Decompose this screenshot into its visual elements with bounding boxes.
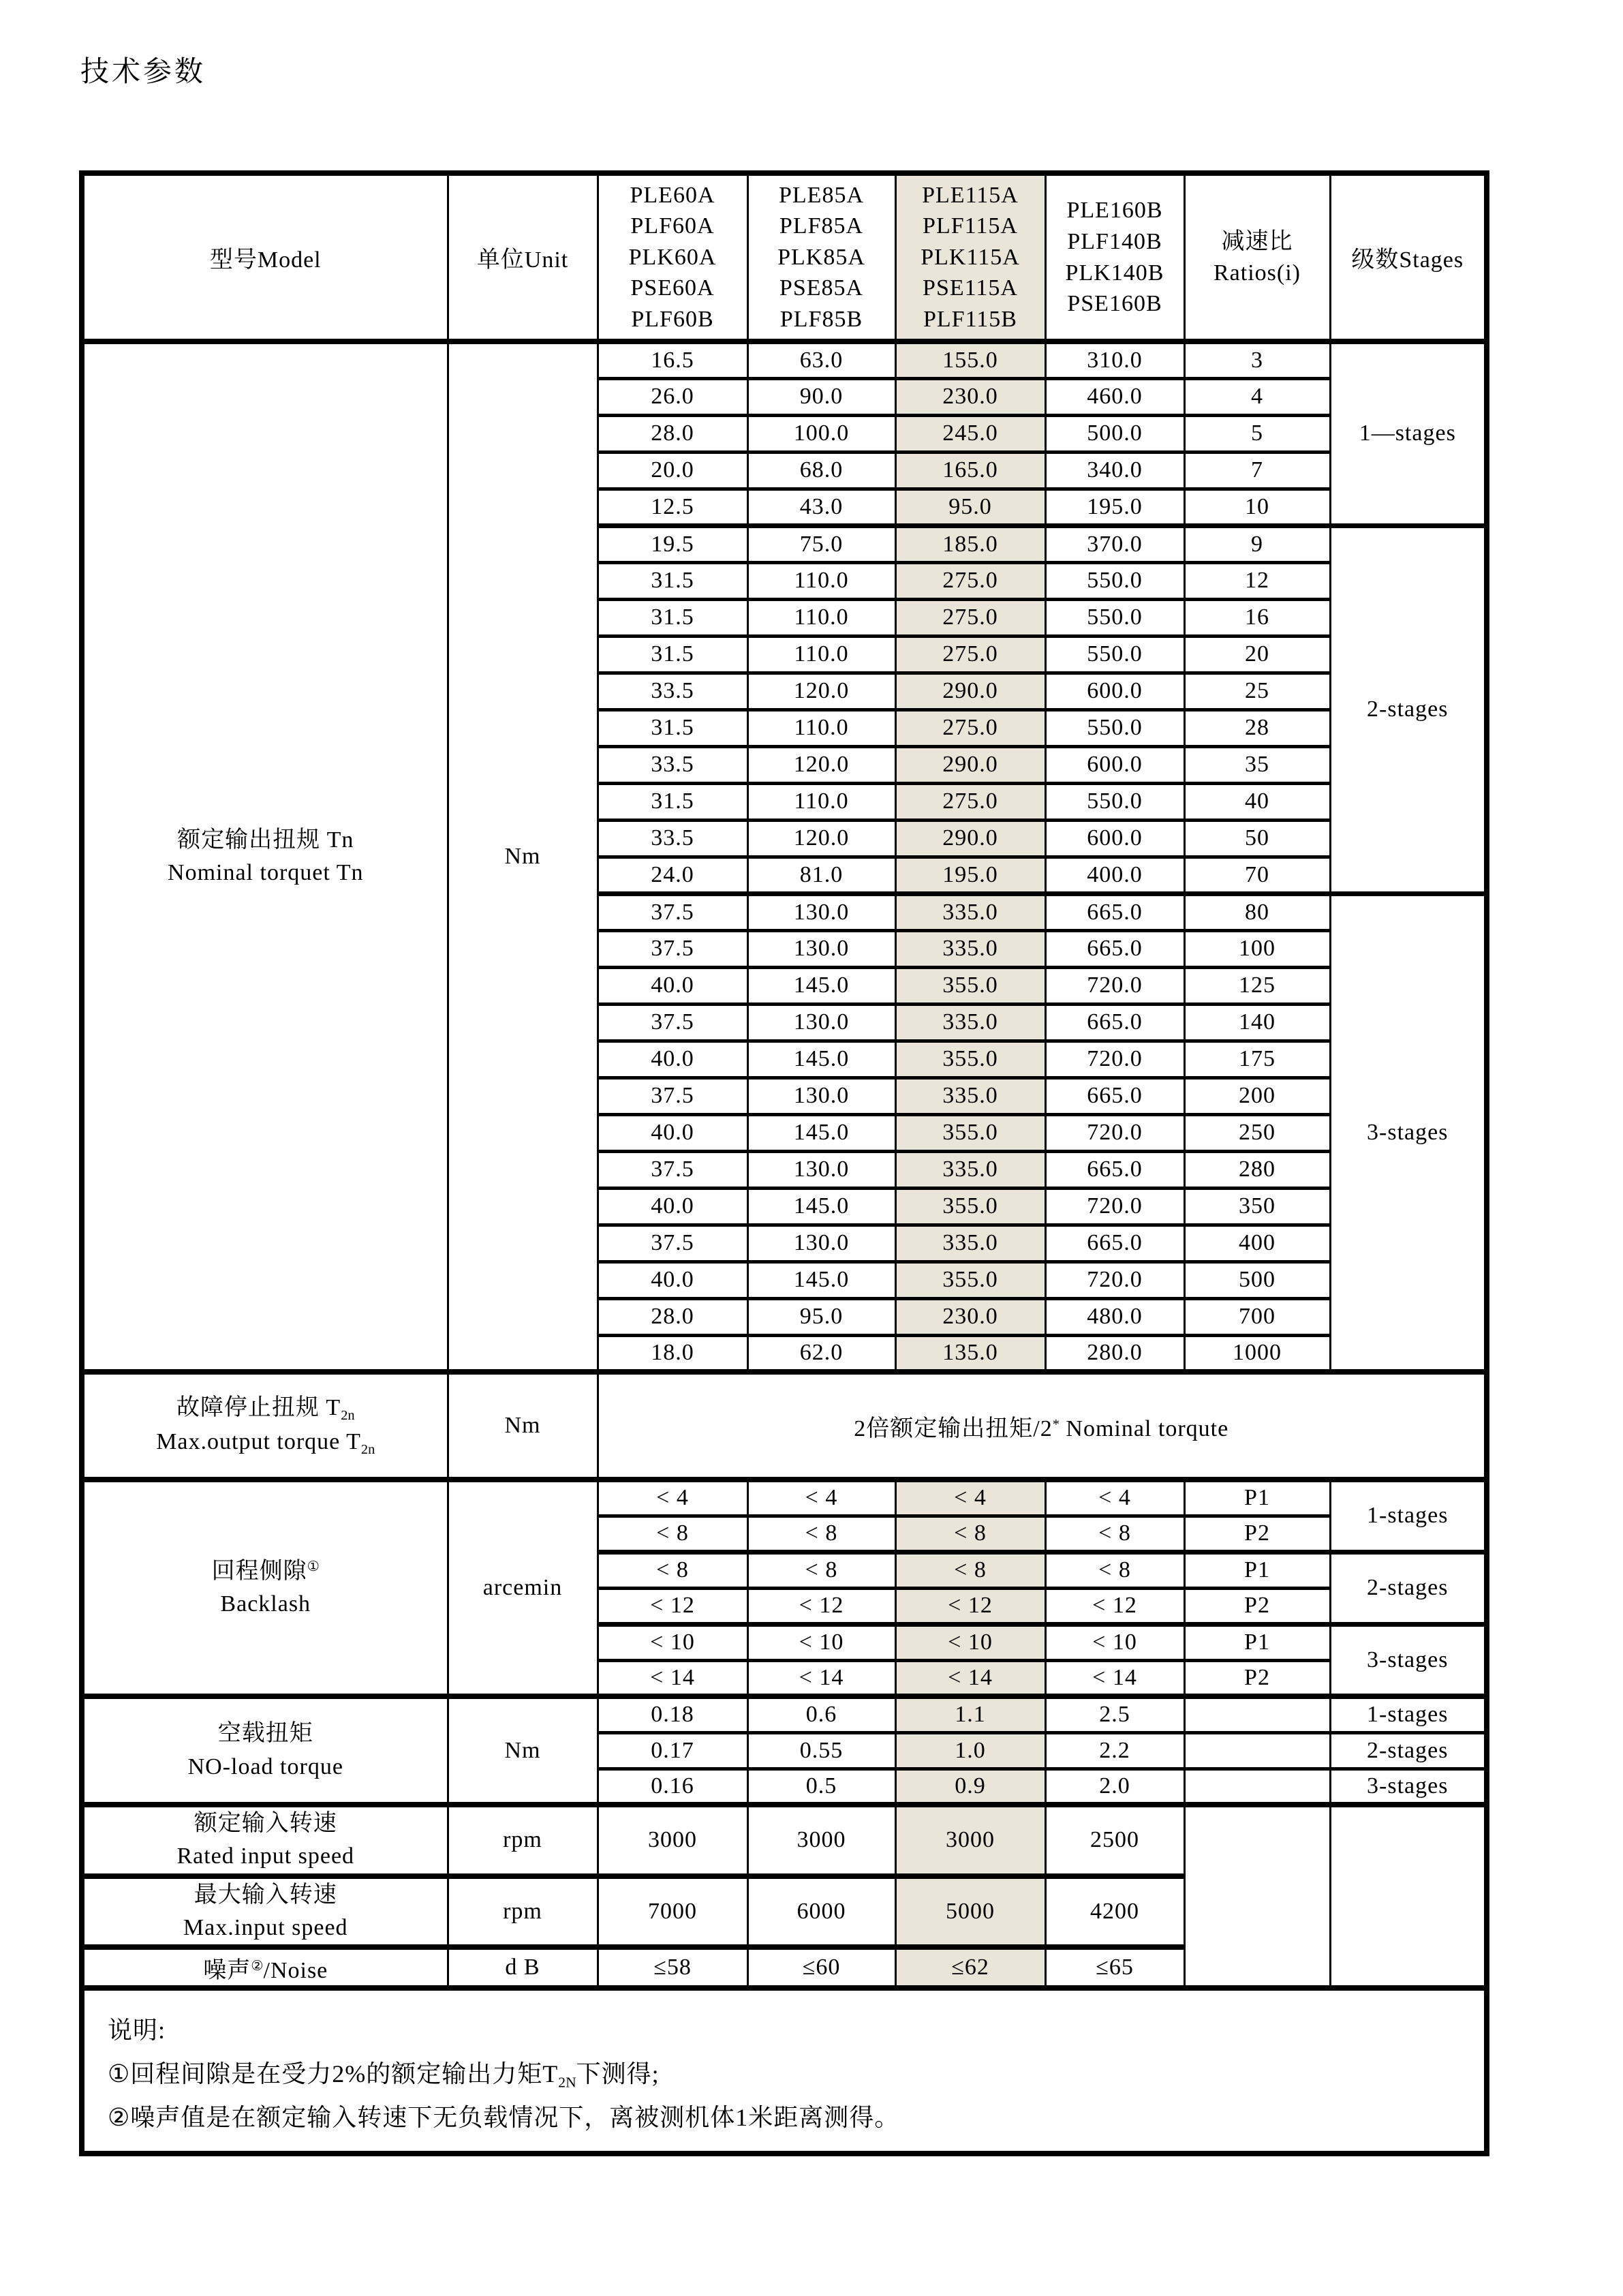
torque-value-cell: 19.5 — [598, 525, 747, 562]
precision-grade-cell: P1 — [1184, 1480, 1330, 1516]
model-name: PLF140B — [1067, 228, 1162, 254]
ratio-cell: 140 — [1184, 1004, 1330, 1041]
backlash-value-cell: < 8 — [598, 1516, 747, 1552]
torque-value-cell: 185.0 — [895, 525, 1045, 562]
ratio-cell: 7 — [1184, 452, 1330, 489]
torque-value-cell: 155.0 — [895, 341, 1045, 378]
ratio-cell: 3 — [1184, 341, 1330, 378]
max-output-torque-row — [82, 1372, 1487, 1480]
label-cn: 空载扭矩 — [217, 1721, 313, 1747]
torque-value-cell: 550.0 — [1045, 709, 1184, 746]
label-en: Backlash — [220, 1591, 311, 1617]
torque-value-cell: 550.0 — [1045, 783, 1184, 820]
torque-value-cell: 37.5 — [598, 1004, 747, 1041]
backlash-row — [82, 1480, 1487, 1516]
label-cn: 额定输出扭规 Tn — [177, 827, 354, 853]
rated-input-speed-row — [82, 1805, 1487, 1876]
model-name: PLK85A — [777, 244, 865, 270]
backlash-value-cell: < 12 — [1045, 1588, 1184, 1624]
torque-value-cell: 37.5 — [598, 1225, 747, 1261]
torque-value-cell: 33.5 — [598, 746, 747, 783]
table-header-row — [82, 173, 1487, 341]
no-load-value-cell: 0.5 — [747, 1769, 895, 1805]
label-cn: 故障停止扭规 $T_{2n}$ — [176, 1394, 355, 1424]
unit-cell: Nm — [448, 341, 598, 1372]
ratio-cell: 400 — [1184, 1225, 1330, 1261]
backlash-value-cell: < 10 — [598, 1624, 747, 1660]
label-cn: 回程侧隙① — [211, 1558, 320, 1584]
torque-value-cell: 145.0 — [747, 1188, 895, 1225]
label-cn: 最大输入转速 — [194, 1882, 337, 1908]
no-load-value-cell: 0.6 — [747, 1696, 895, 1732]
torque-value-cell: 68.0 — [747, 452, 895, 489]
max-output-torque-label — [82, 1372, 448, 1480]
torque-value-cell: 195.0 — [895, 857, 1045, 893]
ratio-cell: 9 — [1184, 525, 1330, 562]
torque-value-cell: 95.0 — [895, 489, 1045, 525]
empty-stage-cell — [1330, 1805, 1487, 1988]
header-series-160-cell — [1045, 173, 1184, 341]
torque-value-cell: 355.0 — [895, 1188, 1045, 1225]
backlash-value-cell: < 10 — [895, 1624, 1045, 1660]
ratio-cell: 280 — [1184, 1151, 1330, 1188]
model-name: PLE115A — [922, 182, 1019, 208]
model-name: PSE60A — [630, 275, 715, 301]
torque-value-cell: 720.0 — [1045, 1041, 1184, 1077]
backlash-value-cell: < 8 — [747, 1552, 895, 1588]
noise-value-cell: ≤65 — [1045, 1947, 1184, 1988]
torque-value-cell: 12.5 — [598, 489, 747, 525]
torque-value-cell: 665.0 — [1045, 1004, 1184, 1041]
torque-value-cell: 31.5 — [598, 599, 747, 636]
ratio-cell: 28 — [1184, 709, 1330, 746]
model-name: PLE60A — [630, 182, 715, 208]
nominal-torque-label — [82, 341, 448, 1372]
ratio-cell: 250 — [1184, 1114, 1330, 1151]
torque-value-cell: 26.0 — [598, 378, 747, 415]
torque-value-cell: 400.0 — [1045, 857, 1184, 893]
torque-value-cell: 43.0 — [747, 489, 895, 525]
no-load-value-cell: 0.17 — [598, 1732, 747, 1769]
max-input-speed-label — [82, 1876, 448, 1948]
ratio-cell: 12 — [1184, 562, 1330, 599]
torque-value-cell: 28.0 — [598, 415, 747, 452]
empty-ratio-cell — [1184, 1805, 1330, 1988]
ratio-cell: 4 — [1184, 378, 1330, 415]
ratio-cell: 50 — [1184, 820, 1330, 857]
backlash-value-cell: < 8 — [895, 1552, 1045, 1588]
no-load-torque-row — [82, 1696, 1487, 1732]
torque-value-cell: 600.0 — [1045, 820, 1184, 857]
ratio-cell: 500 — [1184, 1261, 1330, 1298]
torque-value-cell: 110.0 — [747, 783, 895, 820]
backlash-value-cell: < 10 — [1045, 1624, 1184, 1660]
empty-ratio-cell — [1184, 1696, 1330, 1732]
stage-cell: 2-stages — [1330, 1732, 1487, 1769]
empty-ratio-cell — [1184, 1769, 1330, 1805]
backlash-value-cell: < 12 — [747, 1588, 895, 1624]
torque-value-cell: 37.5 — [598, 930, 747, 967]
torque-value-cell: 62.0 — [747, 1335, 895, 1372]
torque-value-cell: 63.0 — [747, 341, 895, 378]
torque-value-cell: 310.0 — [1045, 341, 1184, 378]
no-load-value-cell: 1.0 — [895, 1732, 1045, 1769]
header-model-cell: 型号Model — [82, 173, 448, 341]
torque-value-cell: 135.0 — [895, 1335, 1045, 1372]
torque-value-cell: 720.0 — [1045, 1188, 1184, 1225]
model-name: PSE115A — [923, 275, 1018, 301]
label-en: Max.output torque $T_{2n}$ — [156, 1429, 375, 1458]
speed-value-cell: 3000 — [747, 1805, 895, 1876]
no-load-value-cell: 0.55 — [747, 1732, 895, 1769]
ratio-cell: 80 — [1184, 893, 1330, 930]
ratio-cell: 5 — [1184, 415, 1330, 452]
torque-value-cell: 335.0 — [895, 1225, 1045, 1261]
backlash-value-cell: < 4 — [747, 1480, 895, 1516]
header-series-60-cell — [598, 173, 747, 341]
unit-cell: Nm — [448, 1372, 598, 1480]
no-load-value-cell: 2.2 — [1045, 1732, 1184, 1769]
model-name: PLE85A — [779, 182, 864, 208]
torque-value-cell: 355.0 — [895, 1041, 1045, 1077]
torque-value-cell: 31.5 — [598, 709, 747, 746]
model-name: PLF85B — [779, 306, 863, 332]
model-name: PSE85A — [779, 275, 864, 301]
torque-value-cell: 40.0 — [598, 1188, 747, 1225]
no-load-value-cell: 0.16 — [598, 1769, 747, 1805]
no-load-value-cell: 0.18 — [598, 1696, 747, 1732]
torque-value-cell: 275.0 — [895, 636, 1045, 673]
torque-value-cell: 165.0 — [895, 452, 1045, 489]
torque-value-cell: 24.0 — [598, 857, 747, 893]
stage-cell: 3-stages — [1330, 1769, 1487, 1805]
torque-value-cell: 37.5 — [598, 1151, 747, 1188]
torque-value-cell: 40.0 — [598, 967, 747, 1004]
precision-grade-cell: P2 — [1184, 1588, 1330, 1624]
torque-value-cell: 130.0 — [747, 1225, 895, 1261]
torque-value-cell: 335.0 — [895, 1004, 1045, 1041]
torque-value-cell: 145.0 — [747, 1041, 895, 1077]
torque-value-cell: 95.0 — [747, 1298, 895, 1335]
torque-value-cell: 335.0 — [895, 1077, 1045, 1114]
ratio-cell: 350 — [1184, 1188, 1330, 1225]
ratio-cell: 175 — [1184, 1041, 1330, 1077]
torque-value-cell: 335.0 — [895, 1151, 1045, 1188]
noise-label: 噪声②/Noise — [82, 1947, 448, 1988]
torque-value-cell: 120.0 — [747, 673, 895, 709]
torque-value-cell: 290.0 — [895, 746, 1045, 783]
torque-value-cell: 130.0 — [747, 930, 895, 967]
no-load-value-cell: 2.0 — [1045, 1769, 1184, 1805]
no-load-value-cell: 1.1 — [895, 1696, 1045, 1732]
backlash-label — [82, 1480, 448, 1696]
spec-table — [79, 170, 1489, 2156]
torque-value-cell: 31.5 — [598, 562, 747, 599]
note-1: ①回程间隙是在受力2%的额定输出力矩$T_{2N}$下测得; — [108, 2060, 660, 2091]
ratio-cell: 200 — [1184, 1077, 1330, 1114]
notes-heading: 说明: — [108, 2017, 166, 2045]
label-en: Rated input speed — [176, 1843, 355, 1869]
torque-value-cell: 195.0 — [1045, 489, 1184, 525]
torque-value-cell: 600.0 — [1045, 746, 1184, 783]
precision-grade-cell: P2 — [1184, 1660, 1330, 1696]
precision-grade-cell: P1 — [1184, 1552, 1330, 1588]
torque-value-cell: 275.0 — [895, 599, 1045, 636]
no-load-torque-label — [82, 1696, 448, 1805]
torque-value-cell: 16.5 — [598, 341, 747, 378]
header-ratio-cell — [1184, 173, 1330, 341]
stage-cell: 2-stages — [1330, 1552, 1487, 1624]
torque-value-cell: 40.0 — [598, 1261, 747, 1298]
torque-value-cell: 145.0 — [747, 967, 895, 1004]
torque-value-cell: 720.0 — [1045, 1261, 1184, 1298]
torque-value-cell: 245.0 — [895, 415, 1045, 452]
torque-value-cell: 130.0 — [747, 1004, 895, 1041]
label-en: NO-load torque — [187, 1754, 343, 1779]
ratio-cell: 40 — [1184, 783, 1330, 820]
torque-value-cell: 75.0 — [747, 525, 895, 562]
notes-row — [82, 1988, 1487, 2154]
torque-value-cell: 275.0 — [895, 783, 1045, 820]
ratio-cell: 25 — [1184, 673, 1330, 709]
no-load-value-cell: 2.5 — [1045, 1696, 1184, 1732]
speed-value-cell: 5000 — [895, 1876, 1045, 1948]
backlash-value-cell: < 14 — [598, 1660, 747, 1696]
torque-value-cell: 130.0 — [747, 1077, 895, 1114]
stage-cell: 1-stages — [1330, 1480, 1487, 1552]
torque-value-cell: 460.0 — [1045, 378, 1184, 415]
model-name: PLF115B — [923, 306, 1017, 332]
header-series-115-cell — [895, 173, 1045, 341]
noise-value-cell: ≤62 — [895, 1947, 1045, 1988]
backlash-value-cell: < 4 — [1045, 1480, 1184, 1516]
ratio-cell: 35 — [1184, 746, 1330, 783]
page-title: 技术参数 — [80, 57, 206, 88]
model-name: PLE160B — [1066, 198, 1163, 224]
torque-value-cell: 81.0 — [747, 857, 895, 893]
torque-value-cell: 335.0 — [895, 930, 1045, 967]
model-name: PLK60A — [628, 244, 717, 270]
noise-value-cell: ≤60 — [747, 1947, 895, 1988]
precision-grade-cell: P1 — [1184, 1624, 1330, 1660]
speed-value-cell: 3000 — [895, 1805, 1045, 1876]
torque-value-cell: 31.5 — [598, 783, 747, 820]
backlash-value-cell: < 8 — [1045, 1552, 1184, 1588]
unit-cell: rpm — [448, 1805, 598, 1876]
ratio-cell: 20 — [1184, 636, 1330, 673]
ratio-cell: 125 — [1184, 967, 1330, 1004]
model-name: PLF115A — [923, 213, 1018, 239]
torque-value-cell: 110.0 — [747, 599, 895, 636]
torque-value-cell: 130.0 — [747, 893, 895, 930]
backlash-value-cell: < 8 — [747, 1516, 895, 1552]
torque-value-cell: 18.0 — [598, 1335, 747, 1372]
unit-cell: arcemin — [448, 1480, 598, 1696]
empty-ratio-cell — [1184, 1732, 1330, 1769]
torque-value-cell: 355.0 — [895, 1261, 1045, 1298]
torque-value-cell: 110.0 — [747, 636, 895, 673]
ratio-cell: 700 — [1184, 1298, 1330, 1335]
torque-value-cell: 33.5 — [598, 673, 747, 709]
torque-value-cell: 290.0 — [895, 673, 1045, 709]
max-output-torque-value: 2倍额定输出扭矩/2* Nominal torqute — [598, 1372, 1487, 1480]
note-2: ②噪声值是在额定输入转速下无负载情况下，离被测机体1米距离测得。 — [108, 2104, 900, 2132]
torque-value-cell: 90.0 — [747, 378, 895, 415]
torque-value-cell: 280.0 — [1045, 1335, 1184, 1372]
model-name: PLF60A — [630, 213, 715, 239]
stage-cell: 3-stages — [1330, 893, 1487, 1372]
model-name: PLK115A — [921, 244, 1020, 270]
nominal-torque-row — [82, 341, 1487, 378]
torque-value-cell: 600.0 — [1045, 673, 1184, 709]
backlash-value-cell: < 12 — [895, 1588, 1045, 1624]
torque-value-cell: 275.0 — [895, 709, 1045, 746]
ratio-cell: 10 — [1184, 489, 1330, 525]
torque-value-cell: 665.0 — [1045, 1151, 1184, 1188]
header-stages-cell: 级数Stages — [1330, 173, 1487, 341]
torque-value-cell: 110.0 — [747, 562, 895, 599]
precision-grade-cell: P2 — [1184, 1516, 1330, 1552]
stage-cell: 2-stages — [1330, 525, 1487, 893]
torque-value-cell: 720.0 — [1045, 1114, 1184, 1151]
speed-value-cell: 2500 — [1045, 1805, 1184, 1876]
torque-value-cell: 145.0 — [747, 1114, 895, 1151]
rated-input-speed-label — [82, 1805, 448, 1876]
stage-cell: 3-stages — [1330, 1624, 1487, 1696]
speed-value-cell: 4200 — [1045, 1876, 1184, 1948]
torque-value-cell: 110.0 — [747, 709, 895, 746]
torque-value-cell: 230.0 — [895, 1298, 1045, 1335]
model-name: PLF85A — [779, 213, 864, 239]
torque-value-cell: 720.0 — [1045, 967, 1184, 1004]
unit-cell: d B — [448, 1947, 598, 1988]
speed-value-cell: 6000 — [747, 1876, 895, 1948]
stage-cell: 1—stages — [1330, 341, 1487, 525]
torque-value-cell: 665.0 — [1045, 893, 1184, 930]
label-en: Nominal torquet Tn — [168, 860, 364, 885]
torque-value-cell: 290.0 — [895, 820, 1045, 857]
torque-value-cell: 370.0 — [1045, 525, 1184, 562]
unit-cell: rpm — [448, 1876, 598, 1948]
torque-value-cell: 275.0 — [895, 562, 1045, 599]
backlash-value-cell: < 14 — [895, 1660, 1045, 1696]
backlash-value-cell: < 8 — [598, 1552, 747, 1588]
speed-value-cell: 7000 — [598, 1876, 747, 1948]
backlash-value-cell: < 4 — [598, 1480, 747, 1516]
backlash-value-cell: < 8 — [895, 1516, 1045, 1552]
ratio-header-cn: 减速比 — [1221, 228, 1293, 254]
stage-cell: 1-stages — [1330, 1696, 1487, 1732]
torque-value-cell: 40.0 — [598, 1114, 747, 1151]
torque-value-cell: 550.0 — [1045, 562, 1184, 599]
label-en: Max.input speed — [183, 1914, 348, 1940]
backlash-value-cell: < 14 — [1045, 1660, 1184, 1696]
unit-cell: Nm — [448, 1696, 598, 1805]
ratio-cell: 70 — [1184, 857, 1330, 893]
torque-value-cell: 500.0 — [1045, 415, 1184, 452]
model-name: PLF60B — [631, 306, 714, 332]
torque-value-cell: 130.0 — [747, 1151, 895, 1188]
torque-value-cell: 335.0 — [895, 893, 1045, 930]
backlash-value-cell: < 10 — [747, 1624, 895, 1660]
model-name: PLK140B — [1065, 260, 1164, 286]
torque-value-cell: 355.0 — [895, 967, 1045, 1004]
torque-value-cell: 28.0 — [598, 1298, 747, 1335]
torque-value-cell: 355.0 — [895, 1114, 1045, 1151]
torque-value-cell: 665.0 — [1045, 1225, 1184, 1261]
header-unit-cell: 单位Unit — [448, 173, 598, 341]
noise-value-cell: ≤58 — [598, 1947, 747, 1988]
backlash-value-cell: < 14 — [747, 1660, 895, 1696]
model-name: PSE160B — [1067, 291, 1162, 317]
torque-value-cell: 33.5 — [598, 820, 747, 857]
label-cn: 额定输入转速 — [194, 1811, 337, 1836]
torque-value-cell: 665.0 — [1045, 1077, 1184, 1114]
torque-value-cell: 230.0 — [895, 378, 1045, 415]
torque-value-cell: 37.5 — [598, 1077, 747, 1114]
torque-value-cell: 120.0 — [747, 820, 895, 857]
ratio-cell: 1000 — [1184, 1335, 1330, 1372]
torque-value-cell: 550.0 — [1045, 599, 1184, 636]
header-series-85-cell — [747, 173, 895, 341]
ratio-cell: 100 — [1184, 930, 1330, 967]
no-load-value-cell: 0.9 — [895, 1769, 1045, 1805]
speed-value-cell: 3000 — [598, 1805, 747, 1876]
torque-value-cell: 31.5 — [598, 636, 747, 673]
torque-value-cell: 340.0 — [1045, 452, 1184, 489]
torque-value-cell: 480.0 — [1045, 1298, 1184, 1335]
torque-value-cell: 40.0 — [598, 1041, 747, 1077]
torque-value-cell: 100.0 — [747, 415, 895, 452]
ratio-cell: 16 — [1184, 599, 1330, 636]
ratio-header-en: Ratios(i) — [1214, 260, 1301, 286]
torque-value-cell: 120.0 — [747, 746, 895, 783]
torque-value-cell: 145.0 — [747, 1261, 895, 1298]
torque-value-cell: 20.0 — [598, 452, 747, 489]
notes-cell — [82, 1988, 1487, 2154]
torque-value-cell: 37.5 — [598, 893, 747, 930]
backlash-value-cell: < 4 — [895, 1480, 1045, 1516]
torque-value-cell: 550.0 — [1045, 636, 1184, 673]
torque-value-cell: 665.0 — [1045, 930, 1184, 967]
backlash-value-cell: < 12 — [598, 1588, 747, 1624]
backlash-value-cell: < 8 — [1045, 1516, 1184, 1552]
